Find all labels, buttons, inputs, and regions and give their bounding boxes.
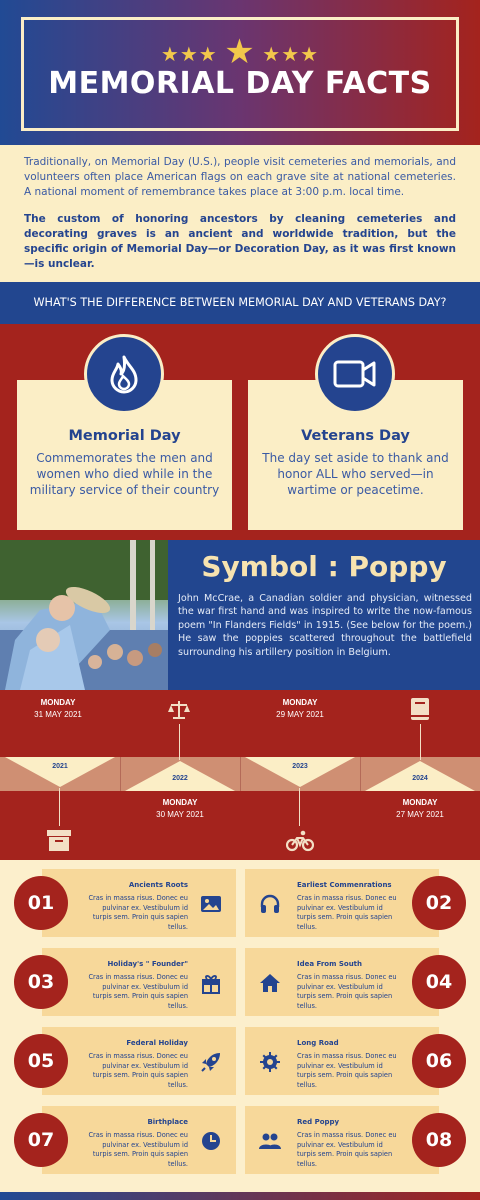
book-icon	[408, 696, 432, 720]
image-icon	[200, 893, 222, 915]
fact-text: Cras in massa risus. Donec eu pulvinar ex. Vestibulum id turpis sem. Proin quis sapien tellus.	[297, 973, 397, 1010]
timeline-divider	[240, 757, 241, 791]
fact-card	[245, 869, 439, 937]
archive-box-icon	[46, 828, 70, 852]
fact-text: Cras in massa risus. Donec eu pulvinar ex. Vestibulum id turpis sem. Proin quis sapien tellus.	[88, 973, 188, 1010]
fact-number: 02	[412, 876, 466, 930]
event-date: 29 MAY 2021	[276, 710, 324, 719]
fact-card	[42, 869, 236, 937]
star-icon: ★★★	[262, 44, 320, 66]
timeline-marker	[5, 757, 115, 787]
fact-number: 08	[412, 1113, 466, 1167]
poppy-text: John McCrae, a Canadian soldier and physician, witnessed the war first hand and was inspired to write the now-famous poem "In Flanders Fields" in 1915. (See below for the poem.) He saw the poppies scattered throughout the battlefield surrounding his artillery position in Belgium.	[178, 593, 472, 658]
fact-text: Cras in massa risus. Donec eu pulvinar ex. Vestibulum id turpis sem. Proin quis sapien tellus.	[88, 1052, 188, 1089]
fact-card	[245, 948, 439, 1016]
scale-icon	[167, 698, 191, 722]
timeline-connector	[420, 724, 421, 760]
year-label: 2021	[52, 763, 68, 770]
fact-text: Cras in massa risus. Donec eu pulvinar ex. Vestibulum id turpis sem. Proin quis sapien tellus.	[297, 1052, 397, 1089]
fact-title: Ancients Roots	[128, 881, 188, 889]
poppy-section	[0, 540, 480, 690]
bicycle-icon	[286, 828, 310, 852]
footer-bar	[0, 1192, 480, 1200]
intro-paragraph-1: Traditionally, on Memorial Day (U.S.), people visit cemeteries and memorials, and volunteers often place American flags on each grave site at national cemeteries. A national moment of remembrance takes place at 3:00 p.m. local time.	[24, 156, 456, 198]
fact-title: Red Poppy	[297, 1118, 340, 1126]
timeline-divider	[120, 757, 121, 791]
card-title: Veterans Day	[301, 428, 410, 444]
home-icon	[259, 972, 281, 994]
header-banner	[0, 0, 480, 145]
event-day: MONDAY	[40, 698, 76, 707]
timeline-section	[0, 690, 480, 860]
gift-icon	[200, 972, 222, 994]
timeline-connector	[299, 788, 300, 826]
timeline-event	[260, 698, 340, 719]
fact-title: Birthplace	[147, 1118, 188, 1126]
timeline-marker	[245, 757, 355, 787]
card-text: The day set aside to thank and honor ALL who served—in wartime or peacetime.	[262, 451, 449, 497]
timeline-event	[18, 698, 98, 719]
timeline-event	[380, 798, 460, 819]
veterans-photo	[0, 540, 168, 690]
fact-card	[42, 948, 236, 1016]
timeline-divider	[360, 757, 361, 791]
fact-title: Long Road	[297, 1039, 339, 1047]
people-icon	[259, 1130, 281, 1152]
fact-number: 07	[14, 1113, 68, 1167]
event-day: MONDAY	[282, 698, 318, 707]
fact-text: Cras in massa risus. Donec eu pulvinar ex. Vestibulum id turpis sem. Proin quis sapien tellus.	[297, 1131, 397, 1168]
rocket-icon	[200, 1051, 222, 1073]
intro-paragraph-2: The custom of honoring ancestors by cleaning cemeteries and decorating graves is an ancient and worldwide tradition, but the specific origin of Memorial Day—or Decoration Day, as it was first known—is unclear.	[24, 213, 456, 270]
fact-number: 04	[412, 955, 466, 1009]
card-text: Commemorates the men and women who died while in the military service of their country	[29, 451, 220, 497]
clock-icon	[200, 1130, 222, 1152]
timeline-connector	[179, 724, 180, 760]
fact-text: Cras in massa risus. Donec eu pulvinar ex. Vestibulum id turpis sem. Proin quis sapien tellus.	[297, 894, 397, 931]
event-day: MONDAY	[162, 798, 198, 807]
year-label: 2022	[172, 775, 188, 782]
headphones-icon	[259, 893, 281, 915]
fact-title: Earliest Commenrations	[297, 881, 392, 889]
event-day: MONDAY	[402, 798, 438, 807]
difference-section	[0, 324, 480, 540]
fact-card	[245, 1106, 439, 1174]
fact-number: 03	[14, 955, 68, 1009]
facts-grid	[0, 860, 480, 1200]
gear-icon	[259, 1051, 281, 1073]
fact-text: Cras in massa risus. Donec eu pulvinar ex. Vestibulum id turpis sem. Proin quis sapien tellus.	[88, 894, 188, 931]
timeline-connector	[59, 788, 60, 826]
fact-card	[245, 1027, 439, 1095]
year-label: 2023	[292, 763, 308, 770]
question-banner: WHAT'S THE DIFFERENCE BETWEEN MEMORIAL DAY AND VETERANS DAY?	[0, 282, 480, 324]
video-camera-icon	[315, 334, 395, 414]
fact-number: 06	[412, 1034, 466, 1088]
star-icon: ★★★	[160, 44, 218, 66]
timeline-event	[140, 798, 220, 819]
event-date: 31 MAY 2021	[34, 710, 82, 719]
intro-section	[24, 155, 456, 272]
event-date: 27 MAY 2021	[396, 810, 444, 819]
fact-card	[42, 1106, 236, 1174]
event-date: 30 MAY 2021	[156, 810, 204, 819]
fact-text: Cras in massa risus. Donec eu pulvinar ex. Vestibulum id turpis sem. Proin quis sapien tellus.	[88, 1131, 188, 1168]
card-title: Memorial Day	[68, 428, 181, 444]
fact-number: 05	[14, 1034, 68, 1088]
star-icon: ★	[224, 33, 256, 71]
flame-icon	[84, 334, 164, 414]
fact-title: Holiday's " Founder"	[107, 960, 188, 968]
fact-title: Idea From South	[297, 960, 363, 968]
poppy-title: Symbol : Poppy	[201, 550, 447, 583]
year-label: 2024	[412, 775, 428, 782]
fact-number: 01	[14, 876, 68, 930]
fact-title: Federal Holiday	[126, 1039, 188, 1047]
page-title: MEMORIAL DAY FACTS	[48, 66, 432, 101]
stars-row	[0, 30, 480, 70]
fact-card	[42, 1027, 236, 1095]
